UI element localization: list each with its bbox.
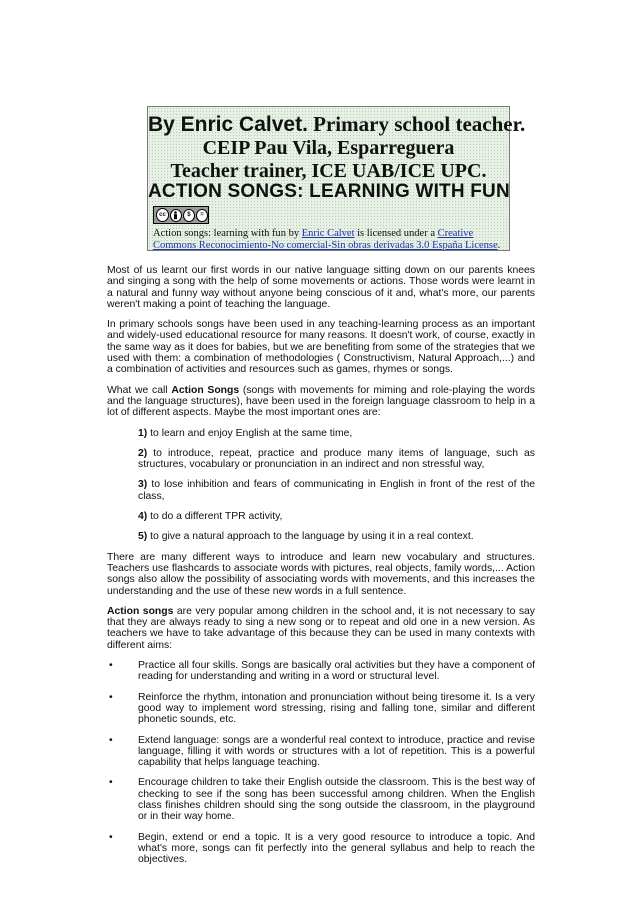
paragraph: In primary schools songs have been used in any teaching-learning process as an important and widely-used educational resource for many reasons. It doesn't work, of course, exactly in the same way as it does for babies, but we are benefiting from some of the strategies that we used with them: a combination of methodologies ( Constructivism, Natural Approach,...) and a combination of activities and resources such as games, rhymes or songs. <box>107 319 535 376</box>
trainer-line: Teacher trainer, ICE UAB/ICE UPC. <box>170 160 487 182</box>
license-link[interactable]: Creative Commons Reconocimiento-No comercial-Sin obras derivadas 3.0 España License <box>153 228 498 251</box>
numbered-item: 2) to introduce, repeat, practice and produce many items of language, such as structures, vocabulary or pronunciation in an indirect and non stressful way, <box>138 447 535 471</box>
paragraph: Most of us learnt our first words in our native language sitting down on our parents knees and singing a song with the help of some movements or actions. Those words were learnt in a natural and funny way without anyone being conscious of it and, what's more, our parents weren't making a point of teaching the language. <box>107 265 535 310</box>
header-box <box>147 106 526 251</box>
bullet-item: • Begin, extend or end a topic. It is a very good resource to introduce a topic. And what's more, songs can fit perfectly into the general syllabus and help to reach the objectives. <box>109 831 535 866</box>
cc-license-badge[interactable] <box>153 206 209 224</box>
bullet-icon: • <box>109 660 113 672</box>
bullet-icon: • <box>109 831 113 843</box>
bullet-item: • Practice all four skills. Songs are basically oral activities but they have a component of reading for understanding and writing in a word or structural level. <box>109 660 535 683</box>
paragraph: There are many different ways to introduce and learn new vocabulary and structures. Teachers use flashcards to associate words with pictures, real objects, family words,... Action songs also allow the possibility of associating words with movements, and this increases the understanding and the use of these new words in a full sentence. <box>107 551 535 597</box>
bullet-item: • Encourage children to take their English outside the classroom. This is the best way of checking to see if the song has been successful among children. When the English class finishes children should sing the song outside the classroom, in the playground or in their way home. <box>109 777 535 823</box>
document-title: ACTION SONGS: LEARNING WITH FUN <box>148 181 510 202</box>
bullet-icon: • <box>109 734 113 746</box>
numbered-item: 3) to lose inhibition and fears of communicating in English in front of the rest of the class, <box>138 479 535 502</box>
cc-icon: cc <box>156 208 169 222</box>
numbered-item: 5) to give a natural approach to the language by using it in a real context. <box>138 531 474 543</box>
author-role: Primary school teacher. <box>307 112 526 136</box>
school-line: CEIP Pau Vila, Esparreguera <box>202 137 455 159</box>
numbered-item: 1) to learn and enjoy English at the same time, <box>138 427 353 439</box>
by-icon <box>170 209 182 222</box>
bullet-icon: • <box>109 691 113 703</box>
nc-icon: $ <box>183 209 195 222</box>
paragraph: What we call Action Songs (songs with movements for miming and role-playing the words and the language structures), have been used in the foreign language classroom to help in a lot of different aspects. Maybe the most important ones are: <box>107 384 535 419</box>
numbered-item: 4) to do a different TPR activity, <box>138 511 283 523</box>
author-name: By Enric Calvet. <box>148 113 308 136</box>
bullet-item: • Extend language: songs are a wonderful real context to introduce, practice and revise language, filling it with words or structures with a lot of repetition. This is a powerful capability that helps language teaching. <box>109 734 535 769</box>
paragraph: Action songs are very popular among children in the school and, it is not necessary to say that they are always ready to sing a new song or to repeat and old one in a new version. As teachers we have to take advantage of this because they can be used in many contexts with different aims: <box>107 605 535 651</box>
nd-icon: = <box>196 209 208 222</box>
bullet-item: • Reinforce the rhythm, intonation and pronunciation without being tiresome it. Is a very good way to implement word stressing, rising and falling tone, similar and different phonetic sounds, etc. <box>109 691 535 726</box>
bullet-icon: • <box>109 777 113 789</box>
author-link[interactable]: Enric Calvet <box>301 228 355 239</box>
document-body <box>107 265 535 874</box>
license-text: Action songs: learning with fun by Enric Calvet is licensed under a Creative Commons Reconocimiento-No comercial-Sin obras derivadas 3.0 España License. <box>153 228 501 251</box>
author-line <box>148 112 526 137</box>
